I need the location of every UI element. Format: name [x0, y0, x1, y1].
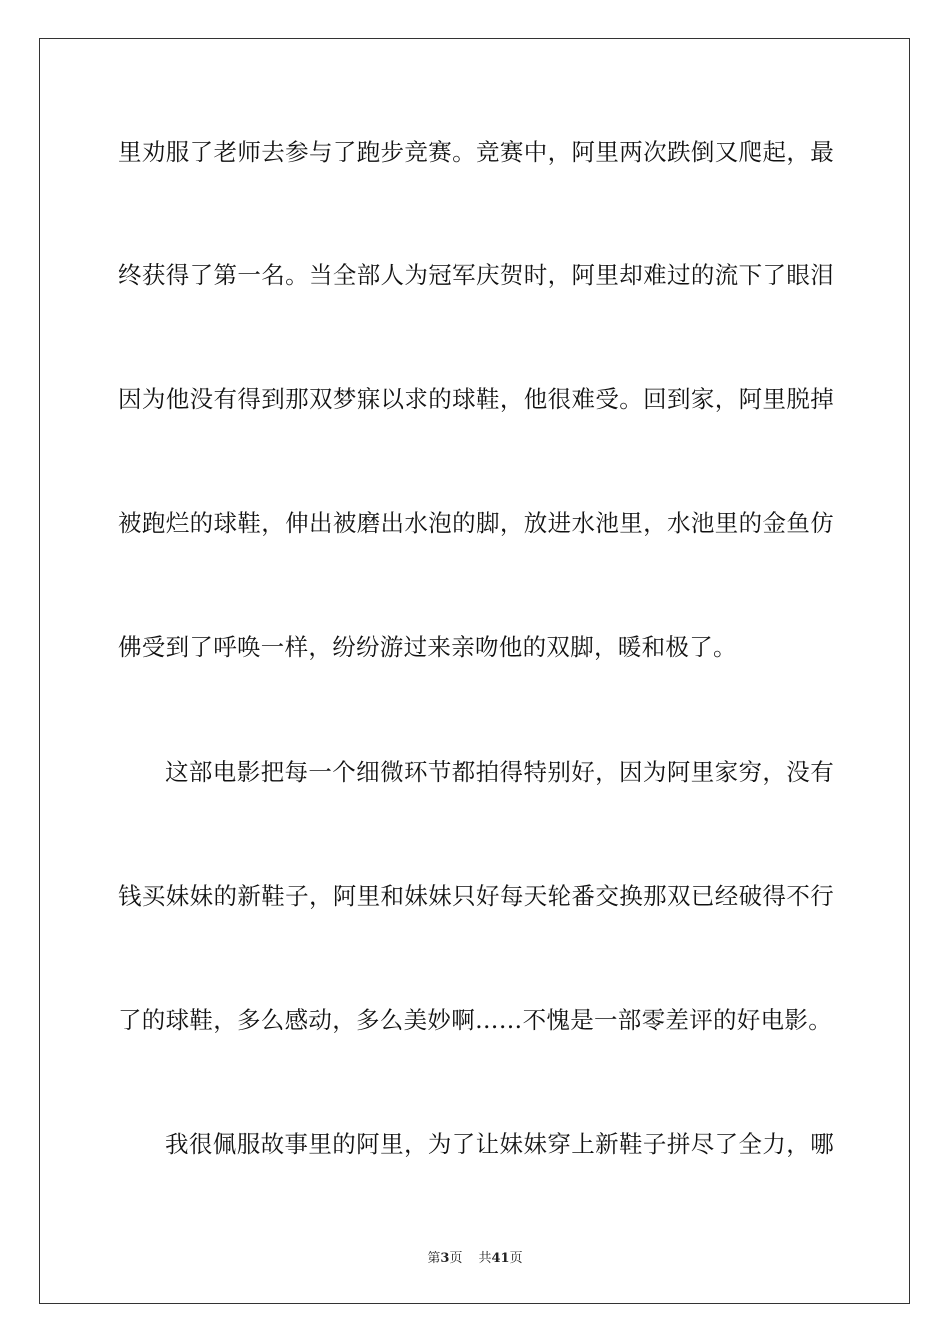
paragraph-line-5: 佛受到了呼唤一样，纷纷游过来亲吻他的双脚，暖和极了。	[118, 633, 737, 661]
paragraph-line-8: 了的球鞋，多么感动，多么美妙啊……不愧是一部零差评的好电影。	[118, 1006, 832, 1034]
footer-total-number: 41	[491, 1251, 510, 1266]
page-border	[39, 38, 910, 1304]
footer-total-prefix: 共	[478, 1251, 492, 1266]
paragraph-line-2: 终获得了第一名。当全部人为冠军庆贺时，阿里却难过的流下了眼泪	[118, 261, 834, 289]
footer-page-number: 3	[440, 1251, 450, 1266]
footer-page-prefix: 第	[427, 1251, 441, 1266]
footer-page-suffix: 页	[449, 1251, 463, 1266]
page-footer	[0, 1247, 950, 1266]
paragraph-line-6: 这部电影把每一个细微环节都拍得特别好，因为阿里家穷，没有	[165, 758, 834, 786]
paragraph-line-9: 我很佩服故事里的阿里，为了让妹妹穿上新鞋子拼尽了全力，哪	[165, 1130, 834, 1158]
paragraph-line-1: 里劝服了老师去参与了跑步竞赛。竞赛中，阿里两次跌倒又爬起，最	[118, 138, 834, 166]
paragraph-line-4: 被跑烂的球鞋，伸出被磨出水泡的脚，放进水池里，水池里的金鱼仿	[118, 509, 834, 537]
footer-total-suffix: 页	[509, 1251, 523, 1266]
paragraph-line-7: 钱买妹妹的新鞋子，阿里和妹妹只好每天轮番交换那双已经破得不行	[118, 882, 834, 910]
paragraph-line-3: 因为他没有得到那双梦寐以求的球鞋，他很难受。回到家，阿里脱掉	[118, 385, 834, 413]
